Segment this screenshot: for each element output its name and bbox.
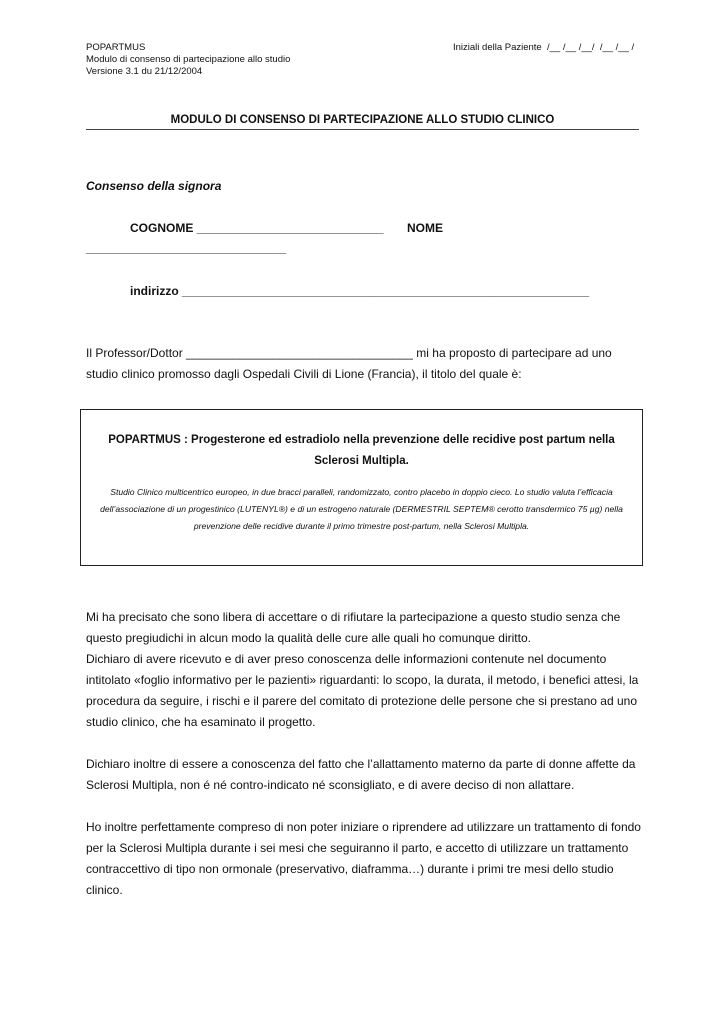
intro-line-1: Il Professor/Dottor __________________________________ mi ha proposto di partecipare ad uno <box>86 346 612 360</box>
patient-initials-field: Iniziali della Paziente /__ /__ /__/ /__ /__ / <box>453 42 635 53</box>
document-header <box>86 42 290 78</box>
title-underline <box>86 129 639 130</box>
header-study-name: POPARTMUS <box>86 42 146 53</box>
intro-paragraph <box>86 343 646 385</box>
consent-label: Consenso della signora <box>86 179 222 193</box>
cognome-field: COGNOME ____________________________ <box>130 221 384 235</box>
intro-line-2: studio clinico promosso dagli Ospedali Civili di Lione (Francia), il titolo del quale è: <box>86 367 522 381</box>
study-title: POPARTMUS : Progesterone ed estradiolo nella prevenzione delle recidive post partum nella Sclerosi Multipla. <box>108 434 615 467</box>
paragraph-freedom: Mi ha precisato che sono libera di accettare o di rifiutare la partecipazione a questo studio senza che questo pregiudichi in alcun modo la qualità delle cure alle quali ho comunque diritto. <box>86 610 621 645</box>
nome-line: ______________________________ <box>86 241 287 255</box>
consent-paragraphs <box>86 607 646 901</box>
study-title-box <box>80 409 643 566</box>
paragraph-information: Dichiaro di avere ricevuto e di aver preso conoscenza delle informazioni contenute nel documento intitolato «foglio informativo per le pazienti» riguardanti: lo scopo, la durata, il metodo, i benefici attesi, la procedura da seguire, i rischi e il parere del comitato di protezione delle persone che si prestano ad uno studio clinico, che ha esaminato il progetto. <box>86 652 639 729</box>
paragraph-breastfeeding: Dichiaro inoltre di essere a conoscenza del fatto che l’allattamento materno da parte di donne affette da Sclerosi Multipla, non é né contro-indicato né sconsigliato, e di avere deciso di non allattare. <box>86 757 636 792</box>
study-description: Studio Clinico multicentrico europeo, in due bracci paralleli, randomizzato, contro placebo in doppio cieco. Lo studio valuta l’efficacia dell’associazione di un progestinico (LUTENYL®) e di un estrogeno naturale (DERMESTRIL SEPTEM® cerotto transdermico 75 µg) nella prevenzione delle recidive durante il primo trimestre post-partum, nella Sclerosi Multipla. <box>100 487 623 531</box>
paragraph-treatment: Ho inoltre perfettamente compreso di non poter iniziare o riprendere ad utilizzare un trattamento di fondo per la Sclerosi Multipla durante i sei mesi che seguiranno il parto, e accetto di utilizzare un trattamento contraccettivo di tipo non ormonale (preservativo, diaframma…) durante i primi tre mesi dello studio clinico. <box>86 820 641 897</box>
header-form-name: Modulo di consenso di partecipazione allo studio <box>86 54 291 65</box>
nome-label: NOME <box>407 221 443 235</box>
header-version: Versione 3.1 du 21/12/2004 <box>86 66 203 77</box>
page-title: MODULO DI CONSENSO DI PARTECIPAZIONE ALLO STUDIO CLINICO <box>170 114 555 126</box>
indirizzo-field: indirizzo _____________________________________________________________ <box>130 284 590 298</box>
